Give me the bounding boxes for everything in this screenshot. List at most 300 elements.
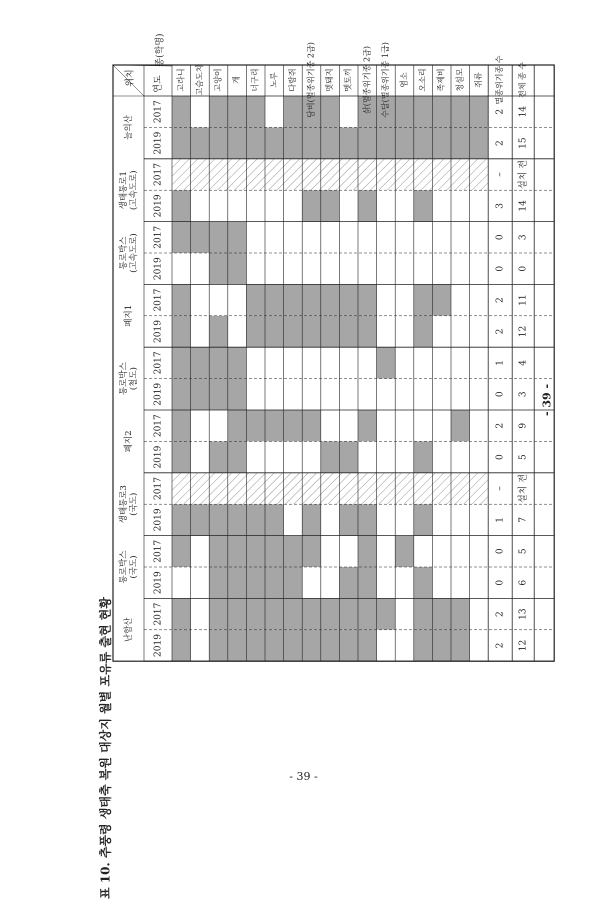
presence-cell [265, 536, 284, 567]
year-value: 2019 [153, 131, 164, 155]
presence-cell [191, 536, 210, 567]
endangered-count-value: 1 [495, 517, 506, 523]
presence-cell [414, 473, 433, 504]
presence-cell [395, 473, 414, 504]
year-label: 연도 [153, 75, 164, 93]
total-count-value: 6 [518, 579, 529, 586]
presence-cell [358, 504, 377, 535]
total-count-value: 14 [518, 105, 529, 118]
presence-cell [172, 347, 191, 378]
presence-cell [470, 284, 489, 315]
presence-cell [302, 190, 321, 221]
presence-cell [209, 253, 228, 284]
presence-cell [414, 567, 433, 598]
presence-cell [246, 284, 265, 315]
presence-cell [265, 441, 284, 472]
presence-cell [321, 410, 340, 441]
year-value: 2019 [153, 445, 164, 469]
presence-cell [302, 379, 321, 410]
presence-cell [432, 190, 451, 221]
presence-cell [377, 316, 396, 347]
presence-cell [358, 567, 377, 598]
presence-cell [432, 536, 451, 567]
presence-cell [395, 504, 414, 535]
species-name: 청설모 [455, 68, 465, 92]
presence-cell [414, 504, 433, 535]
presence-cell [414, 347, 433, 378]
presence-cell [284, 410, 303, 441]
presence-cell [470, 190, 489, 221]
presence-cell [414, 127, 433, 158]
presence-cell [377, 253, 396, 284]
presence-cell [246, 473, 265, 504]
endangered-count-value: – [495, 486, 506, 491]
presence-cell [228, 316, 247, 347]
endangered-count-value: 2 [495, 328, 506, 335]
presence-cell [172, 222, 191, 253]
presence-cell [302, 222, 321, 253]
presence-cell [302, 598, 321, 629]
presence-cell [265, 347, 284, 378]
presence-cell [172, 630, 191, 661]
species-name: 고슴도치 [194, 64, 204, 96]
endangered-count-value: 0 [495, 548, 506, 555]
presence-cell [451, 410, 470, 441]
presence-cell [377, 536, 396, 567]
presence-cell [265, 410, 284, 441]
presence-cell [377, 127, 396, 158]
presence-cell [451, 504, 470, 535]
presence-cell [172, 253, 191, 284]
presence-cell [172, 379, 191, 410]
presence-cell [265, 284, 284, 315]
endangered-count-value: 2 [495, 108, 506, 115]
presence-cell [395, 536, 414, 567]
species-name: 수달(멸종위기종 1급) [380, 42, 390, 118]
presence-cell [358, 127, 377, 158]
presence-cell [172, 598, 191, 629]
presence-cell [432, 441, 451, 472]
presence-cell [284, 567, 303, 598]
total-count-value: 4 [518, 360, 529, 366]
presence-cell [228, 630, 247, 661]
presence-cell [470, 410, 489, 441]
site-label: 통로박스 [119, 550, 129, 584]
presence-cell [321, 630, 340, 661]
presence-cell [377, 347, 396, 378]
presence-cell [414, 159, 433, 190]
presence-cell [321, 159, 340, 190]
presence-cell [246, 504, 265, 535]
presence-cell [172, 96, 191, 127]
presence-cell [321, 316, 340, 347]
total-count-value: 설치 전 [518, 474, 529, 503]
presence-cell [172, 316, 191, 347]
presence-cell [395, 410, 414, 441]
presence-cell [209, 190, 228, 221]
presence-cell [377, 441, 396, 472]
presence-cell [339, 504, 358, 535]
presence-cell [321, 190, 340, 221]
presence-cell [377, 630, 396, 661]
year-value: 2017 [153, 351, 164, 375]
page-number: - 39 - [289, 770, 318, 783]
presence-cell [302, 441, 321, 472]
total-count-value: 9 [518, 422, 529, 429]
presence-cell [414, 96, 433, 127]
presence-cell [358, 284, 377, 315]
total-count-value: 0 [518, 265, 529, 272]
presence-cell [209, 316, 228, 347]
presence-cell [246, 536, 265, 567]
presence-cell [265, 379, 284, 410]
presence-cell [395, 127, 414, 158]
presence-cell [451, 630, 470, 661]
presence-cell [377, 190, 396, 221]
presence-cell [339, 567, 358, 598]
year-value: 2017 [153, 225, 164, 249]
presence-cell [451, 190, 470, 221]
total-count-value: 14 [518, 200, 529, 212]
presence-cell [377, 567, 396, 598]
table-caption: 표 10. 추풍령 생태축 복원 대상지 월별 포유류 출현 현황 [98, 597, 113, 899]
presence-cell [358, 473, 377, 504]
presence-cell [265, 190, 284, 221]
presence-cell [228, 379, 247, 410]
presence-cell [191, 410, 210, 441]
presence-cell [246, 410, 265, 441]
presence-cell [246, 567, 265, 598]
presence-cell [339, 410, 358, 441]
presence-cell [228, 222, 247, 253]
presence-cell [302, 316, 321, 347]
presence-cell [209, 127, 228, 158]
total-count-label: 전체 종 수 [518, 62, 528, 98]
total-count-value: 설치 전 [518, 160, 529, 189]
presence-cell [339, 630, 358, 661]
presence-cell [451, 379, 470, 410]
presence-cell [284, 536, 303, 567]
presence-cell [284, 630, 303, 661]
presence-cell [451, 96, 470, 127]
presence-cell [451, 441, 470, 472]
presence-cell [191, 159, 210, 190]
species-name: 고라니 [176, 68, 186, 92]
presence-cell [228, 504, 247, 535]
presence-cell [302, 504, 321, 535]
endangered-count-value: – [495, 172, 506, 177]
total-count-value: 7 [518, 517, 529, 523]
presence-cell [246, 379, 265, 410]
species-name: 멧토끼 [343, 68, 353, 92]
year-value: 2019 [153, 634, 164, 657]
presence-cell [432, 598, 451, 629]
presence-cell [451, 567, 470, 598]
total-count-value: 5 [518, 454, 529, 460]
presence-cell [432, 410, 451, 441]
presence-cell [395, 316, 414, 347]
presence-cell [414, 630, 433, 661]
endangered-count-value: 2 [495, 297, 506, 303]
presence-cell [358, 630, 377, 661]
endangered-count-value: 0 [495, 265, 506, 272]
year-value: 2019 [153, 194, 164, 218]
presence-cell [209, 536, 228, 567]
presence-cell [191, 127, 210, 158]
presence-cell [377, 379, 396, 410]
presence-cell [191, 347, 210, 378]
presence-cell [395, 159, 414, 190]
presence-cell [228, 253, 247, 284]
presence-cell [414, 410, 433, 441]
presence-cell [302, 159, 321, 190]
presence-cell [302, 567, 321, 598]
presence-cell [284, 441, 303, 472]
presence-cell [246, 159, 265, 190]
presence-cell [246, 253, 265, 284]
presence-cell [228, 598, 247, 629]
presence-cell [228, 441, 247, 472]
year-value: 2017 [153, 539, 164, 563]
presence-cell [302, 284, 321, 315]
presence-cell [339, 253, 358, 284]
presence-cell [432, 127, 451, 158]
presence-cell [246, 598, 265, 629]
species-name: 다람쥐 [287, 68, 297, 92]
presence-cell [246, 316, 265, 347]
species-name: 염소 [399, 72, 409, 88]
presence-cell [395, 441, 414, 472]
presence-cell [432, 159, 451, 190]
presence-cell [432, 630, 451, 661]
presence-cell [228, 567, 247, 598]
total-count-value: 11 [518, 294, 529, 306]
presence-cell [265, 316, 284, 347]
presence-cell [302, 347, 321, 378]
presence-cell [339, 473, 358, 504]
presence-cell [191, 316, 210, 347]
site-label: 늘의산 [124, 115, 134, 140]
endangered-count-value: 0 [495, 234, 506, 241]
presence-cell [265, 159, 284, 190]
presence-cell [321, 127, 340, 158]
presence-cell [246, 630, 265, 661]
presence-cell [470, 96, 489, 127]
presence-cell [470, 473, 489, 504]
year-value: 2019 [153, 382, 164, 406]
presence-cell [209, 159, 228, 190]
presence-cell [358, 536, 377, 567]
presence-cell [209, 473, 228, 504]
presence-cell [172, 473, 191, 504]
presence-cell [265, 222, 284, 253]
presence-cell [265, 598, 284, 629]
presence-cell [321, 536, 340, 567]
presence-cell [172, 190, 191, 221]
presence-cell [321, 441, 340, 472]
site-label: (고속도로) [129, 170, 139, 210]
presence-cell [395, 379, 414, 410]
presence-cell [284, 159, 303, 190]
presence-cell [191, 598, 210, 629]
presence-cell [191, 504, 210, 535]
presence-cell [228, 410, 247, 441]
presence-cell [414, 190, 433, 221]
presence-cell [191, 190, 210, 221]
presence-cell [209, 630, 228, 661]
presence-cell [209, 96, 228, 127]
presence-cell [284, 347, 303, 378]
presence-cell [302, 536, 321, 567]
presence-cell [414, 598, 433, 629]
presence-cell [432, 504, 451, 535]
presence-cell [451, 316, 470, 347]
presence-cell [358, 598, 377, 629]
presence-cell [451, 598, 470, 629]
presence-cell [339, 347, 358, 378]
presence-cell [470, 504, 489, 535]
presence-cell [339, 190, 358, 221]
year-value: 2017 [153, 288, 164, 312]
presence-cell [172, 567, 191, 598]
presence-cell [432, 96, 451, 127]
presence-cell [470, 630, 489, 661]
presence-cell [451, 473, 470, 504]
presence-cell [172, 159, 191, 190]
total-count-value: 5 [518, 548, 529, 555]
presence-cell [284, 473, 303, 504]
presence-cell [321, 222, 340, 253]
presence-cell [414, 379, 433, 410]
site-label: 폐지1 [124, 304, 134, 327]
site-label: 생태통로1 [119, 171, 129, 210]
presence-cell [284, 598, 303, 629]
presence-cell [377, 159, 396, 190]
presence-cell [339, 598, 358, 629]
presence-cell [302, 410, 321, 441]
presence-cell [451, 159, 470, 190]
presence-cell [209, 598, 228, 629]
presence-cell [470, 253, 489, 284]
site-label: 생태통로3 [119, 485, 129, 524]
presence-cell [377, 222, 396, 253]
site-label: 난함산 [124, 617, 134, 643]
presence-cell [432, 473, 451, 504]
presence-cell [302, 253, 321, 284]
presence-cell [432, 316, 451, 347]
year-value: 2019 [153, 508, 164, 532]
presence-cell [321, 379, 340, 410]
presence-cell [358, 347, 377, 378]
presence-cell [414, 316, 433, 347]
presence-cell [265, 567, 284, 598]
site-label: 통로박스 [119, 362, 129, 396]
presence-cell [414, 284, 433, 315]
year-value: 2019 [153, 571, 164, 595]
presence-cell [395, 253, 414, 284]
endangered-count-value: 2 [495, 611, 506, 617]
total-count-value: 12 [518, 325, 529, 338]
presence-cell [265, 630, 284, 661]
presence-cell [395, 222, 414, 253]
presence-cell [358, 253, 377, 284]
total-count-value: 12 [518, 639, 529, 652]
presence-cell [246, 441, 265, 472]
presence-cell [191, 222, 210, 253]
presence-cell [432, 567, 451, 598]
presence-cell [228, 96, 247, 127]
presence-cell [209, 410, 228, 441]
species-name: 쥐류 [473, 72, 483, 88]
species-name: 개 [232, 76, 242, 84]
presence-cell [414, 253, 433, 284]
year-value: 2017 [153, 477, 164, 500]
presence-cell [228, 159, 247, 190]
presence-cell [246, 347, 265, 378]
presence-cell [358, 190, 377, 221]
year-value: 2017 [153, 100, 164, 124]
presence-cell [395, 284, 414, 315]
endangered-count-value: 0 [495, 579, 506, 586]
presence-cell [321, 96, 340, 127]
presence-cell [172, 504, 191, 535]
presence-cell [302, 473, 321, 504]
presence-cell [358, 159, 377, 190]
site-label: (국도) [129, 492, 139, 516]
presence-cell [470, 347, 489, 378]
site-label: (고속도로) [129, 233, 139, 273]
year-value: 2019 [153, 320, 164, 343]
endangered-count-label: 멸종위기종 수 [495, 55, 505, 105]
presence-cell [358, 316, 377, 347]
presence-cell [451, 222, 470, 253]
location-label: 위치 [125, 69, 136, 87]
presence-cell [321, 598, 340, 629]
presence-cell [339, 284, 358, 315]
presence-cell [432, 347, 451, 378]
presence-cell [470, 598, 489, 629]
presence-cell [265, 253, 284, 284]
species-name: 고양이 [213, 68, 223, 92]
presence-cell [395, 96, 414, 127]
presence-cell [451, 127, 470, 158]
presence-cell [432, 222, 451, 253]
presence-cell [191, 441, 210, 472]
presence-cell [302, 127, 321, 158]
presence-cell [470, 536, 489, 567]
presence-cell [209, 222, 228, 253]
presence-cell [451, 536, 470, 567]
presence-cell [191, 284, 210, 315]
presence-cell [414, 222, 433, 253]
presence-cell [284, 127, 303, 158]
total-count-value: 13 [518, 608, 529, 620]
year-value: 2017 [153, 414, 164, 438]
presence-cell [246, 96, 265, 127]
presence-cell [228, 473, 247, 504]
presence-cell [470, 316, 489, 347]
rotated-page-number: - 39 - [540, 383, 554, 417]
presence-cell [395, 190, 414, 221]
presence-cell [377, 410, 396, 441]
presence-cell [172, 536, 191, 567]
presence-cell [284, 96, 303, 127]
species-label: 종(학명) [155, 33, 166, 67]
presence-cell [358, 222, 377, 253]
presence-cell [432, 253, 451, 284]
presence-cell [191, 630, 210, 661]
presence-cell [209, 567, 228, 598]
